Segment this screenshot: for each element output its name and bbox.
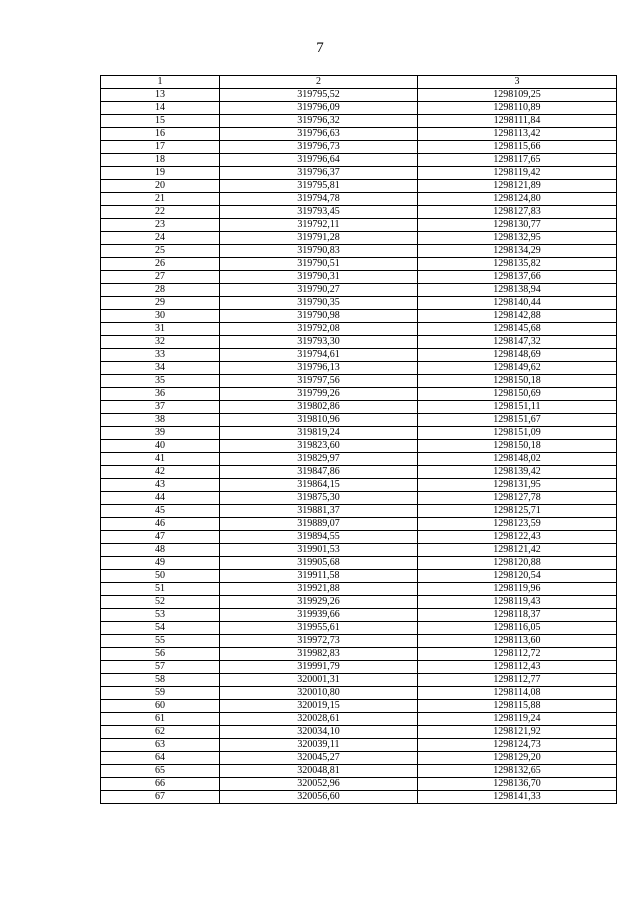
x-coordinate-cell: 319794,78 (220, 193, 418, 206)
table-row (101, 505, 617, 518)
table-header (101, 76, 617, 89)
table-row (101, 115, 617, 128)
point-number-cell: 46 (101, 518, 220, 531)
y-coordinate-cell: 1298122,43 (418, 531, 617, 544)
y-coordinate-cell: 1298151,11 (418, 401, 617, 414)
x-coordinate-cell: 319797,56 (220, 375, 418, 388)
point-number-cell: 64 (101, 752, 220, 765)
point-number-cell: 39 (101, 427, 220, 440)
x-coordinate-cell: 319796,63 (220, 128, 418, 141)
y-coordinate-cell: 1298124,73 (418, 739, 617, 752)
y-coordinate-cell: 1298137,66 (418, 271, 617, 284)
y-coordinate-cell: 1298119,24 (418, 713, 617, 726)
y-coordinate-cell: 1298147,32 (418, 336, 617, 349)
table-row (101, 765, 617, 778)
table-row (101, 466, 617, 479)
table-row (101, 661, 617, 674)
point-number-cell: 41 (101, 453, 220, 466)
table-row (101, 102, 617, 115)
point-number-cell: 32 (101, 336, 220, 349)
x-coordinate-cell: 319796,37 (220, 167, 418, 180)
coordinates-table (100, 75, 617, 804)
x-coordinate-cell: 319810,96 (220, 414, 418, 427)
table-row (101, 89, 617, 102)
table-row (101, 336, 617, 349)
point-number-cell: 54 (101, 622, 220, 635)
point-number-cell: 40 (101, 440, 220, 453)
y-coordinate-cell: 1298119,42 (418, 167, 617, 180)
x-coordinate-cell: 320052,96 (220, 778, 418, 791)
y-coordinate-cell: 1298151,67 (418, 414, 617, 427)
x-coordinate-cell: 319799,26 (220, 388, 418, 401)
table-row (101, 726, 617, 739)
x-coordinate-cell: 319790,51 (220, 258, 418, 271)
y-coordinate-cell: 1298119,43 (418, 596, 617, 609)
table-row (101, 271, 617, 284)
y-coordinate-cell: 1298148,69 (418, 349, 617, 362)
point-number-cell: 63 (101, 739, 220, 752)
y-coordinate-cell: 1298136,70 (418, 778, 617, 791)
y-coordinate-cell: 1298113,42 (418, 128, 617, 141)
x-coordinate-cell: 319955,61 (220, 622, 418, 635)
y-coordinate-cell: 1298139,42 (418, 466, 617, 479)
x-coordinate-cell: 319829,97 (220, 453, 418, 466)
x-coordinate-cell: 320045,27 (220, 752, 418, 765)
x-coordinate-cell: 319796,64 (220, 154, 418, 167)
table-row (101, 674, 617, 687)
point-number-cell: 22 (101, 206, 220, 219)
point-number-cell: 60 (101, 700, 220, 713)
table-row (101, 778, 617, 791)
table-row (101, 180, 617, 193)
table-row (101, 492, 617, 505)
x-coordinate-cell: 319911,58 (220, 570, 418, 583)
y-coordinate-cell: 1298120,54 (418, 570, 617, 583)
x-coordinate-cell: 319901,53 (220, 544, 418, 557)
point-number-cell: 13 (101, 89, 220, 102)
point-number-cell: 42 (101, 466, 220, 479)
x-coordinate-cell: 319875,30 (220, 492, 418, 505)
table-row (101, 297, 617, 310)
y-coordinate-cell: 1298132,95 (418, 232, 617, 245)
x-coordinate-cell: 319795,81 (220, 180, 418, 193)
header-row (101, 76, 617, 89)
table-row (101, 414, 617, 427)
y-coordinate-cell: 1298121,89 (418, 180, 617, 193)
y-coordinate-cell: 1298130,77 (418, 219, 617, 232)
y-coordinate-cell: 1298113,60 (418, 635, 617, 648)
y-coordinate-cell: 1298121,92 (418, 726, 617, 739)
x-coordinate-cell: 319939,66 (220, 609, 418, 622)
point-number-cell: 36 (101, 388, 220, 401)
y-coordinate-cell: 1298148,02 (418, 453, 617, 466)
y-coordinate-cell: 1298135,82 (418, 258, 617, 271)
x-coordinate-cell: 319802,86 (220, 401, 418, 414)
y-coordinate-cell: 1298142,88 (418, 310, 617, 323)
y-coordinate-cell: 1298140,44 (418, 297, 617, 310)
point-number-cell: 20 (101, 180, 220, 193)
x-coordinate-cell: 319790,35 (220, 297, 418, 310)
table-row (101, 349, 617, 362)
point-number-cell: 14 (101, 102, 220, 115)
point-number-cell: 44 (101, 492, 220, 505)
point-number-cell: 33 (101, 349, 220, 362)
x-coordinate-cell: 319796,13 (220, 362, 418, 375)
point-number-cell: 52 (101, 596, 220, 609)
table-row (101, 440, 617, 453)
x-coordinate-cell: 319792,11 (220, 219, 418, 232)
x-coordinate-cell: 320048,81 (220, 765, 418, 778)
point-number-cell: 24 (101, 232, 220, 245)
table-row (101, 479, 617, 492)
table-row (101, 635, 617, 648)
x-coordinate-cell: 319982,83 (220, 648, 418, 661)
table-row (101, 245, 617, 258)
table-row (101, 323, 617, 336)
x-coordinate-cell: 319991,79 (220, 661, 418, 674)
table-row (101, 258, 617, 271)
table-row (101, 557, 617, 570)
table-row (101, 570, 617, 583)
x-coordinate-cell: 319795,52 (220, 89, 418, 102)
x-coordinate-cell: 319790,27 (220, 284, 418, 297)
table-row (101, 232, 617, 245)
x-coordinate-cell: 319796,09 (220, 102, 418, 115)
point-number-cell: 27 (101, 271, 220, 284)
y-coordinate-cell: 1298109,25 (418, 89, 617, 102)
table-body (101, 89, 617, 804)
point-number-cell: 43 (101, 479, 220, 492)
x-coordinate-cell: 320039,11 (220, 739, 418, 752)
x-coordinate-cell: 319881,37 (220, 505, 418, 518)
y-coordinate-cell: 1298115,88 (418, 700, 617, 713)
point-number-cell: 35 (101, 375, 220, 388)
point-number-cell: 34 (101, 362, 220, 375)
x-coordinate-cell: 319790,98 (220, 310, 418, 323)
table-row (101, 219, 617, 232)
table-row (101, 401, 617, 414)
point-number-cell: 15 (101, 115, 220, 128)
table-row (101, 141, 617, 154)
x-coordinate-cell: 320056,60 (220, 791, 418, 804)
y-coordinate-cell: 1298145,68 (418, 323, 617, 336)
point-number-cell: 48 (101, 544, 220, 557)
x-coordinate-cell: 319790,31 (220, 271, 418, 284)
point-number-cell: 49 (101, 557, 220, 570)
point-number-cell: 18 (101, 154, 220, 167)
y-coordinate-cell: 1298110,89 (418, 102, 617, 115)
header-col-3: 3 (418, 76, 617, 89)
x-coordinate-cell: 319796,32 (220, 115, 418, 128)
table-row (101, 609, 617, 622)
y-coordinate-cell: 1298127,78 (418, 492, 617, 505)
point-number-cell: 16 (101, 128, 220, 141)
point-number-cell: 58 (101, 674, 220, 687)
point-number-cell: 62 (101, 726, 220, 739)
point-number-cell: 47 (101, 531, 220, 544)
x-coordinate-cell: 319792,08 (220, 323, 418, 336)
y-coordinate-cell: 1298138,94 (418, 284, 617, 297)
y-coordinate-cell: 1298111,84 (418, 115, 617, 128)
table-row (101, 427, 617, 440)
x-coordinate-cell: 319796,73 (220, 141, 418, 154)
header-col-2: 2 (220, 76, 418, 89)
y-coordinate-cell: 1298115,66 (418, 141, 617, 154)
x-coordinate-cell: 319972,73 (220, 635, 418, 648)
x-coordinate-cell: 319894,55 (220, 531, 418, 544)
y-coordinate-cell: 1298124,80 (418, 193, 617, 206)
y-coordinate-cell: 1298150,18 (418, 440, 617, 453)
point-number-cell: 28 (101, 284, 220, 297)
table-row (101, 362, 617, 375)
y-coordinate-cell: 1298114,08 (418, 687, 617, 700)
y-coordinate-cell: 1298116,05 (418, 622, 617, 635)
y-coordinate-cell: 1298120,88 (418, 557, 617, 570)
table-row (101, 700, 617, 713)
point-number-cell: 31 (101, 323, 220, 336)
table-row (101, 544, 617, 557)
point-number-cell: 66 (101, 778, 220, 791)
y-coordinate-cell: 1298141,33 (418, 791, 617, 804)
point-number-cell: 51 (101, 583, 220, 596)
table-row (101, 310, 617, 323)
x-coordinate-cell: 319819,24 (220, 427, 418, 440)
x-coordinate-cell: 319791,28 (220, 232, 418, 245)
point-number-cell: 57 (101, 661, 220, 674)
point-number-cell: 29 (101, 297, 220, 310)
y-coordinate-cell: 1298151,09 (418, 427, 617, 440)
table-row (101, 128, 617, 141)
table-row (101, 453, 617, 466)
y-coordinate-cell: 1298117,65 (418, 154, 617, 167)
x-coordinate-cell: 319847,86 (220, 466, 418, 479)
header-col-1: 1 (101, 76, 220, 89)
y-coordinate-cell: 1298112,43 (418, 661, 617, 674)
y-coordinate-cell: 1298125,71 (418, 505, 617, 518)
x-coordinate-cell: 319793,45 (220, 206, 418, 219)
x-coordinate-cell: 320001,31 (220, 674, 418, 687)
y-coordinate-cell: 1298123,59 (418, 518, 617, 531)
table-row (101, 739, 617, 752)
x-coordinate-cell: 319929,26 (220, 596, 418, 609)
y-coordinate-cell: 1298132,65 (418, 765, 617, 778)
x-coordinate-cell: 320019,15 (220, 700, 418, 713)
point-number-cell: 21 (101, 193, 220, 206)
point-number-cell: 17 (101, 141, 220, 154)
y-coordinate-cell: 1298131,95 (418, 479, 617, 492)
table-row (101, 284, 617, 297)
x-coordinate-cell: 320010,80 (220, 687, 418, 700)
y-coordinate-cell: 1298112,77 (418, 674, 617, 687)
y-coordinate-cell: 1298127,83 (418, 206, 617, 219)
table-row (101, 622, 617, 635)
table-row (101, 648, 617, 661)
table-row (101, 583, 617, 596)
x-coordinate-cell: 319905,68 (220, 557, 418, 570)
point-number-cell: 45 (101, 505, 220, 518)
point-number-cell: 25 (101, 245, 220, 258)
y-coordinate-cell: 1298118,37 (418, 609, 617, 622)
table-row (101, 518, 617, 531)
x-coordinate-cell: 320034,10 (220, 726, 418, 739)
y-coordinate-cell: 1298129,20 (418, 752, 617, 765)
y-coordinate-cell: 1298149,62 (418, 362, 617, 375)
x-coordinate-cell: 319823,60 (220, 440, 418, 453)
table-row (101, 687, 617, 700)
x-coordinate-cell: 319864,15 (220, 479, 418, 492)
table-row (101, 154, 617, 167)
table-row (101, 375, 617, 388)
x-coordinate-cell: 319793,30 (220, 336, 418, 349)
x-coordinate-cell: 319790,83 (220, 245, 418, 258)
y-coordinate-cell: 1298119,96 (418, 583, 617, 596)
x-coordinate-cell: 319794,61 (220, 349, 418, 362)
point-number-cell: 55 (101, 635, 220, 648)
y-coordinate-cell: 1298112,72 (418, 648, 617, 661)
point-number-cell: 67 (101, 791, 220, 804)
table-row (101, 713, 617, 726)
y-coordinate-cell: 1298150,69 (418, 388, 617, 401)
point-number-cell: 53 (101, 609, 220, 622)
point-number-cell: 19 (101, 167, 220, 180)
y-coordinate-cell: 1298150,18 (418, 375, 617, 388)
table-row (101, 206, 617, 219)
point-number-cell: 61 (101, 713, 220, 726)
table-row (101, 791, 617, 804)
point-number-cell: 65 (101, 765, 220, 778)
table-row (101, 752, 617, 765)
point-number-cell: 26 (101, 258, 220, 271)
table-row (101, 596, 617, 609)
table-row (101, 531, 617, 544)
point-number-cell: 23 (101, 219, 220, 232)
x-coordinate-cell: 319889,07 (220, 518, 418, 531)
point-number-cell: 37 (101, 401, 220, 414)
page-number: 7 (316, 40, 324, 56)
table-row (101, 167, 617, 180)
point-number-cell: 50 (101, 570, 220, 583)
point-number-cell: 38 (101, 414, 220, 427)
point-number-cell: 30 (101, 310, 220, 323)
y-coordinate-cell: 1298121,42 (418, 544, 617, 557)
x-coordinate-cell: 320028,61 (220, 713, 418, 726)
table-row (101, 193, 617, 206)
table-row (101, 388, 617, 401)
x-coordinate-cell: 319921,88 (220, 583, 418, 596)
point-number-cell: 56 (101, 648, 220, 661)
point-number-cell: 59 (101, 687, 220, 700)
y-coordinate-cell: 1298134,29 (418, 245, 617, 258)
